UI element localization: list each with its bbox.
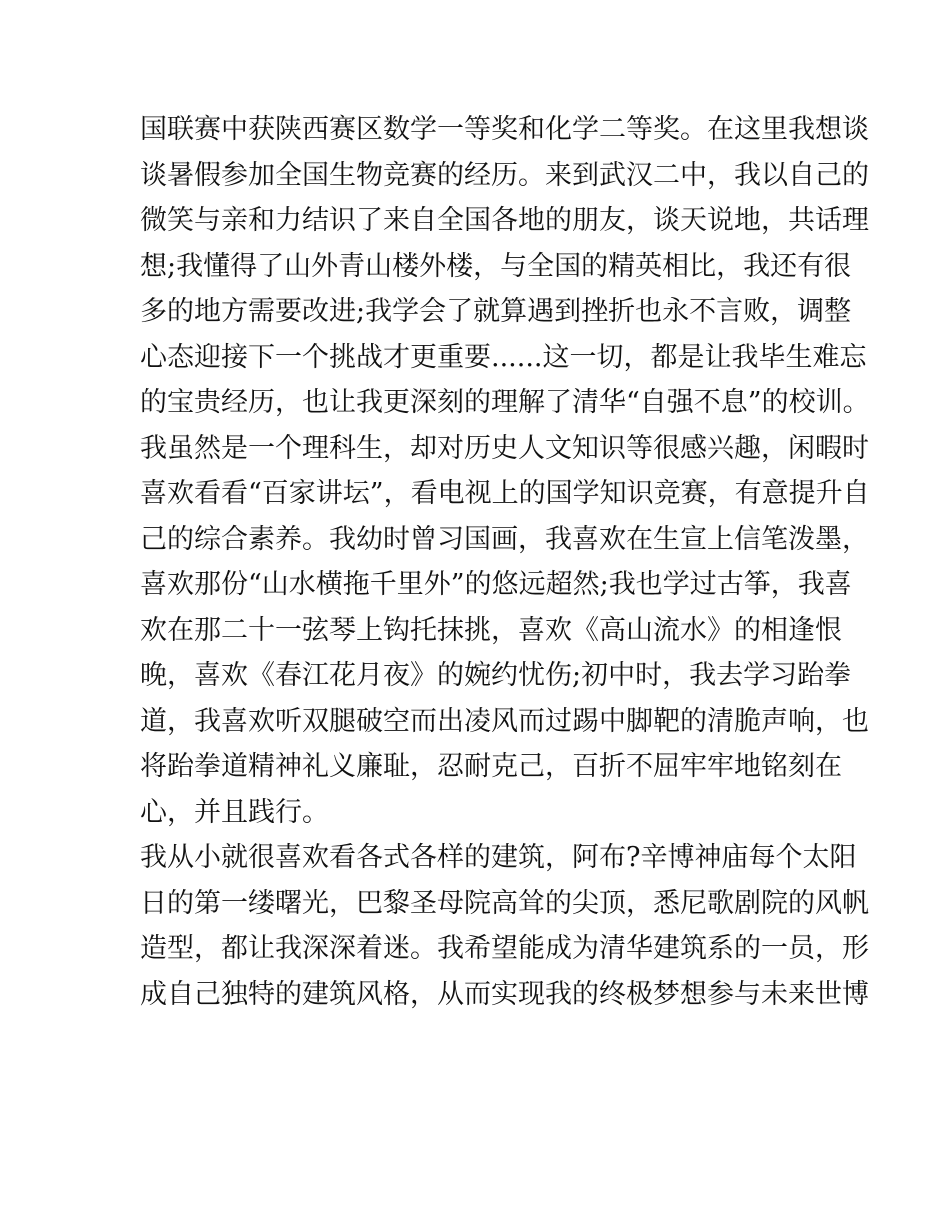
text-line: 我虽然是一个理科生，却对历史人文知识等很感兴趣，闲暇时 xyxy=(140,432,869,464)
text-line: 欢在那二十一弦琴上钩托抹挑，喜欢《高山流水》的相逢恨 xyxy=(140,614,842,646)
text-line: 谈暑假参加全国生物竞赛的经历。来到武汉二中，我以自己的 xyxy=(140,159,869,191)
text-line: 晚，喜欢《春江花月夜》的婉约忧伤;初中时，我去学习跆拳 xyxy=(140,660,852,691)
text-line: 喜欢那份“山水横拖千里外”的悠远超然;我也学过古筝，我喜 xyxy=(140,569,852,600)
text-line: 日的第一缕曙光，巴黎圣母院高耸的尖顶，悉尼歌剧院的风帆 xyxy=(140,887,869,919)
text-line: 心态迎接下一个挑战才更重要......这一切，都是让我毕生难忘 xyxy=(140,341,867,373)
text-line: 多的地方需要改进;我学会了就算遇到挫折也永不言败，调整 xyxy=(140,296,852,327)
text-line: 己的综合素养。我幼时曾习国画，我喜欢在生宣上信笔泼墨， xyxy=(140,523,869,555)
text-line: 成自己独特的建筑风格，从而实现我的终极梦想参与未来世博 xyxy=(140,978,869,1010)
body-text xyxy=(140,107,870,1017)
text-line: 将跆拳道精神礼义廉耻，忍耐克己，百折不屈牢牢地铭刻在 xyxy=(140,751,842,782)
text-line: 国联赛中获陕西赛区数学一等奖和化学二等奖。在这里我想谈 xyxy=(140,114,869,145)
text-line: 我从小就很喜欢看各式各样的建筑，阿布?辛博神庙每个太阳 xyxy=(140,842,857,873)
text-line: 心，并且践行。 xyxy=(140,796,329,828)
text-line: 想;我懂得了山外青山楼外楼，与全国的精英相比，我还有很 xyxy=(140,250,852,282)
text-line: 的宝贵经历，也让我更深刻的理解了清华“自强不息”的校训。 xyxy=(140,387,870,418)
text-line: 造型，都让我深深着迷。我希望能成为清华建筑系的一员，形 xyxy=(140,933,869,964)
text-line: 微笑与亲和力结识了来自全国各地的朋友，谈天说地，共话理 xyxy=(140,205,869,236)
text-line: 道，我喜欢听双腿破空而出凌风而过踢中脚靶的清脆声响，也 xyxy=(140,705,869,737)
text-line: 喜欢看看“百家讲坛”，看电视上的国学知识竞赛，有意提升自 xyxy=(140,478,870,509)
